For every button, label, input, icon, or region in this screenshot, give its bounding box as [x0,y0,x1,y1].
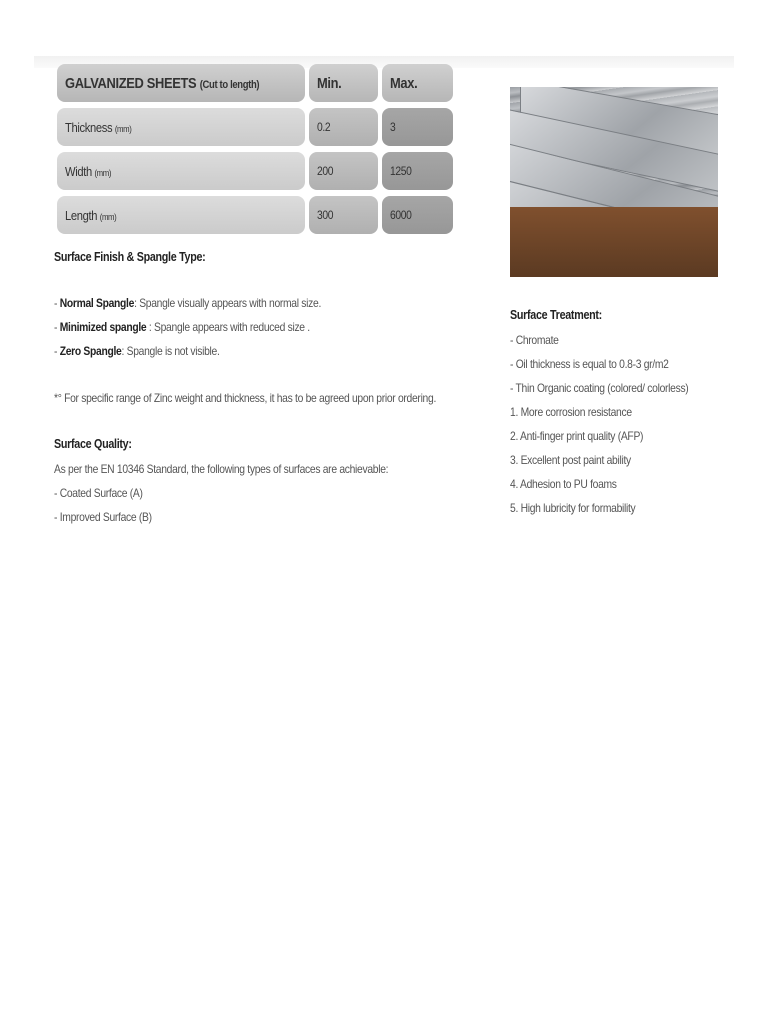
table-row-label: Thickness (mm) [57,108,305,146]
table-row-label: Width (mm) [57,152,305,190]
header-title-sub: (Cut to length) [199,78,260,91]
list-item: 5. High lubricity for formability [510,501,636,515]
list-item: - Chromate [510,333,559,347]
table-cell-max: 6000 [382,196,453,234]
treatment-heading: Surface Treatment: [510,308,602,322]
table-header-min: Min. [309,64,378,102]
table-header-title [57,64,305,102]
table-row-label: Length (mm) [57,196,305,234]
list-item: 4. Adhesion to PU foams [510,477,617,491]
quality-heading: Surface Quality: [54,437,132,451]
list-item: - Improved Surface (B) [54,510,152,524]
list-item: - Coated Surface (A) [54,486,143,500]
table-cell-min: 0.2 [309,108,378,146]
list-item: 1. More corrosion resistance [510,405,632,419]
list-item: - Oil thickness is equal to 0.8-3 gr/m2 [510,357,669,371]
table-cell-max: 3 [382,108,453,146]
spangle-heading: Surface Finish & Spangle Type: [54,250,206,264]
table-header-max: Max. [382,64,453,102]
table-cell-max: 1250 [382,152,453,190]
quality-intro: As per the EN 10346 Standard, the following types of surfaces are achievable: [54,462,389,476]
list-item: - Thin Organic coating (colored/ colorless) [510,381,689,395]
list-item: - Minimized spangle : Spangle appears with reduced size . [54,320,310,334]
spangle-note: *° For specific range of Zinc weight and thickness, it has to be agreed upon prior ordering. [54,391,437,405]
table-cell-min: 300 [309,196,378,234]
list-item: - Normal Spangle: Spangle visually appears with normal size. [54,296,322,310]
list-item: 2. Anti-finger print quality (AFP) [510,429,644,443]
header-title-text: GALVANIZED SHEETS [65,74,197,92]
list-item: 3. Excellent post paint ability [510,453,631,467]
galvanized-sheets-photo [510,87,718,277]
table-cell-min: 200 [309,152,378,190]
list-item: - Zero Spangle: Spangle is not visible. [54,344,220,358]
